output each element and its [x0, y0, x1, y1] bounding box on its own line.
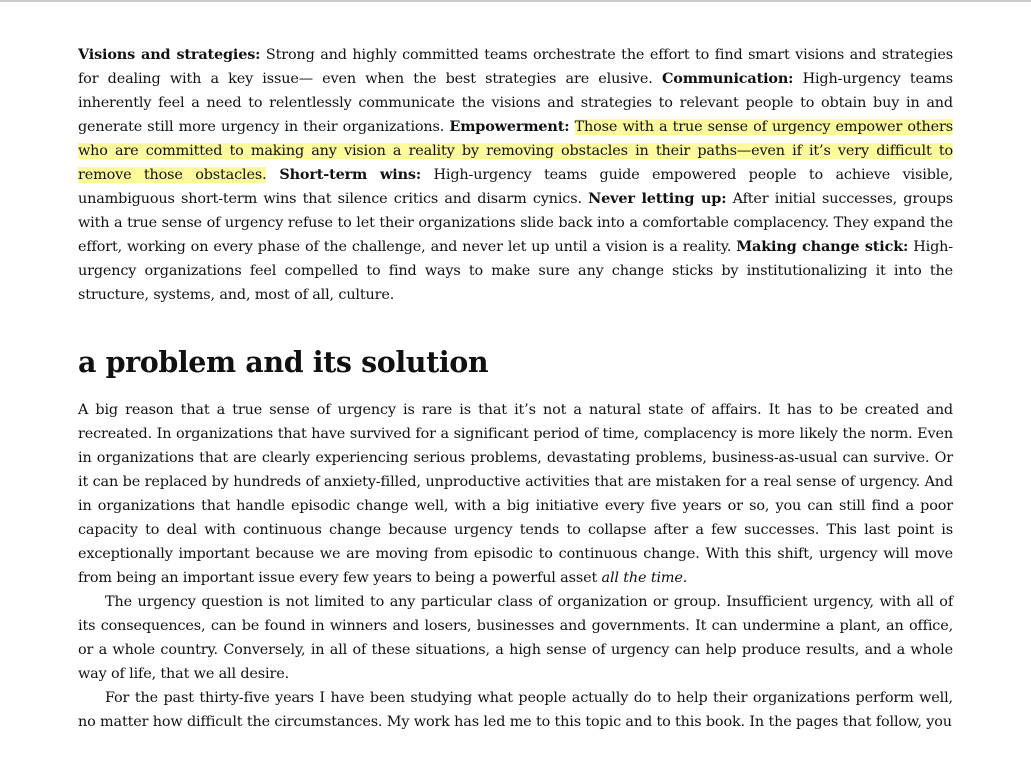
stick-text: High-urgency organizations feel compelled to find ways to make sure any change sticks by institutionalizing it into the structure, systems, and, most of all, culture. [78, 239, 953, 303]
window-top-border [0, 0, 1031, 2]
section-heading: a problem and its solution [78, 345, 489, 379]
paragraph-2: The urgency question is not limited to any particular class of organization or group. Insufficient urgency, with all of its consequences, can be found in winners and losers, businesses and governments. It can undermine a plant, an office, or a whole country. Conversely, in all of these situations, a high sense of urgency can help produce results, and a whole way of life, that we all desire. [78, 594, 953, 682]
paragraph-1-end: . [682, 570, 688, 586]
neverletting-label: Never letting up: [588, 190, 727, 207]
paragraph-1 [78, 398, 953, 590]
communication-label: Communication: [661, 70, 794, 87]
visions-text: Strong and highly committed teams orchestrate the effort to find smart visions and strategies for dealing with a key issue— even when the best strategies are elusive. [78, 47, 953, 87]
section-body [78, 398, 953, 734]
highlighted-empowerment-text[interactable]: Those with a true sense of urgency empower others who are committed to making any vision a reality by removing obstacles in their paths—even if it’s very difficult to remove those obstacles. [78, 119, 953, 183]
paragraph-1-emphasis: all the time [601, 570, 683, 586]
stick-label: Making change stick: [736, 238, 909, 255]
communication-text: High-urgency teams inherently feel a need to relentlessly communicate the visions and strategies to relevant people to obtain buy in and generate still more urgency in their organizations. [78, 71, 953, 135]
intro-paragraph [78, 43, 953, 307]
neverletting-text: After initial successes, groups with a true sense of urgency refuse to let their organizations slide back into a comfortable complacency. They expand the effort, working on every phase of the challenge, and never let up until a vision is a reality. [78, 191, 953, 255]
shortterm-text: High-urgency teams guide empowered people to achieve visible, unambiguous short-term wins that silence critics and disarm cynics. [78, 167, 954, 207]
visions-label: Visions and strategies: [78, 46, 261, 63]
empowerment-gap [569, 119, 574, 135]
paragraph-1-text: A big reason that a true sense of urgency is rare is that it’s not a natural state of affairs. It has to be created and recreated. In organizations that have survived for a significant period of time, complacency is more likely the norm. Even in organizations that are clearly experiencing serious problems, devastating problems, business-as-usual can survive. Or it can be replaced by hundreds of anxiety-filled, unproductive activities that are mistaken for a real sense of urgency. And in organizations that handle episodic change well, with a big initiative every five years or so, you can still find a poor capacity to deal with continuous change because urgency tends to collapse after a few successes. This last point is exceptionally important because we are moving from episodic to continuous change. With this shift, urgency will move from being an important issue every few years to being a powerful asset [78, 402, 953, 586]
document-page [78, 43, 954, 730]
paragraph-3: For the past thirty-five years I have been studying what people actually do to help their organizations perform well, no matter how difficult the circumstances. My work has led me to this topic and to this book. In the pages that follow, you [78, 690, 953, 730]
empowerment-label: Empowerment: [449, 118, 570, 135]
shortterm-label: Short-term wins: [266, 166, 422, 183]
